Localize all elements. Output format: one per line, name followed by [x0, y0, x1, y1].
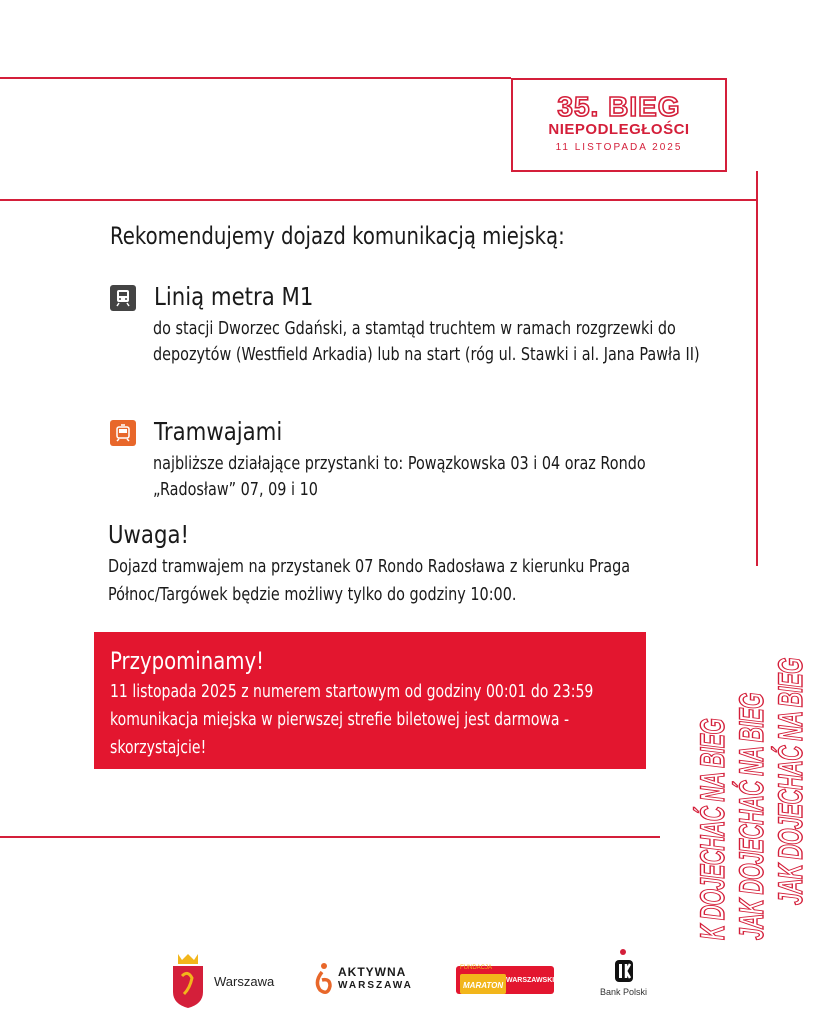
frame-line-right — [756, 171, 758, 566]
tram-icon — [110, 420, 136, 446]
vertical-text-2: JAK DOJECHAĆ NA BIEG — [733, 693, 771, 940]
tram-title: Tramwajami — [154, 417, 283, 446]
pko-icon — [609, 948, 639, 986]
bank-polski-logo — [600, 948, 647, 997]
metro-icon — [110, 285, 136, 311]
vertical-text-1: K DOJECHAĆ NA BIEG — [694, 718, 732, 940]
maraton-label: MARATON — [463, 981, 504, 990]
warszawa-label: Warszawa — [214, 973, 275, 989]
logo-subtitle: NIEPODLEGŁOŚCI — [548, 121, 690, 138]
aktywna-label-2: WARSZAWA — [338, 980, 413, 991]
frame-line-top — [0, 77, 511, 79]
page-heading: Rekomendujemy dojazd komunikacją miejską: — [110, 222, 565, 250]
frame-line-inner-top — [0, 199, 757, 201]
frame-line-bottom — [0, 836, 660, 838]
reminder-box — [94, 632, 646, 769]
notice-title: Uwaga! — [108, 520, 189, 549]
aktywna-warszawa-logo — [312, 962, 413, 996]
vertical-text-3: JAK DOJECHAĆ NA BIEG — [772, 658, 810, 905]
logo-date: 11 LISTOPADA 2025 — [555, 142, 683, 153]
tram-body: najbliższe działające przystanki to: Powązkowska 03 i 04 oraz Rondo „Radosław” 07, 09 i 10 — [153, 453, 646, 500]
metro-title: Linią metra M1 — [154, 282, 314, 311]
maraton-warszawski-logo — [456, 966, 554, 994]
notice-body: Dojazd tramwajem na przystanek 07 Rondo Radosława z kierunku Praga Północ/Targówek będzie możliwy tylko do godziny 10:00. — [108, 556, 631, 605]
event-logo — [511, 78, 727, 172]
metro-body: do stacji Dworzec Gdański, a stamtąd truchtem w ramach rozgrzewki do depozytów (Westfield Arkadia) lub na start (róg ul. Stawki i al. Jana Pawła II) — [153, 318, 700, 365]
reminder-body: 11 listopada 2025 z numerem startowym od godziny 00:01 do 23:59 komunikacja miejska w pierwszej strefie biletowej jest darmowa - skorzystajcie! — [110, 681, 594, 758]
reminder-title: Przypominamy! — [110, 647, 265, 675]
warszawski-label: WARSZAWSKI — [506, 977, 555, 984]
bank-polski-label: Bank Polski — [600, 987, 648, 997]
warszawa-logo — [170, 952, 274, 1010]
aktywna-icon — [312, 962, 332, 996]
aktywna-label-1: AKTYWNA — [338, 965, 407, 979]
warszawa-crest-icon — [170, 952, 206, 1010]
logo-title: 35. BIEG — [557, 91, 681, 122]
fundacja-label: FUNDACJA — [460, 965, 493, 971]
